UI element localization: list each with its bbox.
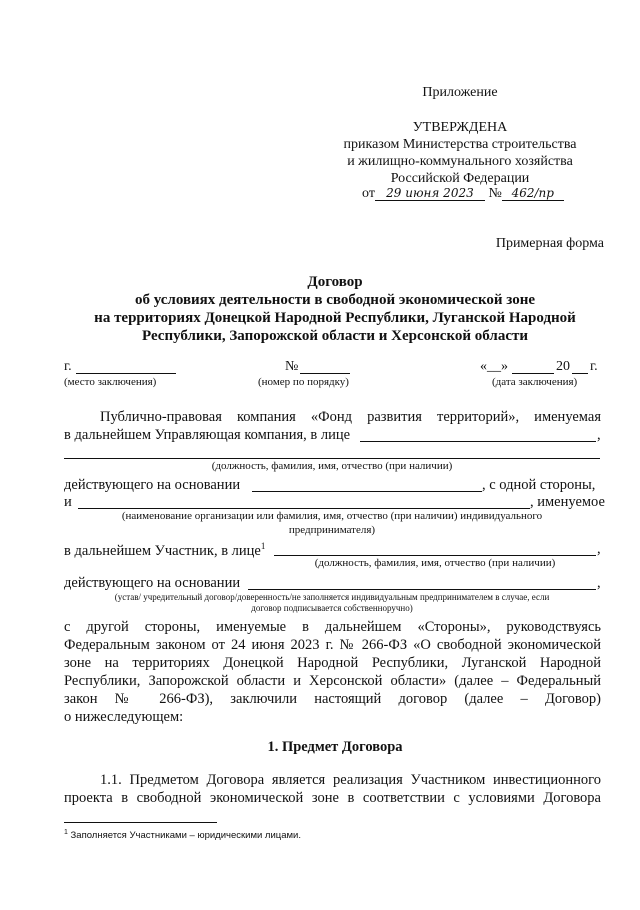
approved-label: УТВЕРЖДЕНА — [412, 120, 508, 135]
comma-3: , — [597, 575, 601, 591]
title-line-2: об условиях деятельности в свободной экономической зоне — [134, 292, 536, 308]
named-label: , именуемое — [530, 494, 605, 510]
order-date-row — [362, 186, 564, 202]
participant-label — [64, 541, 265, 560]
representative-line-2 — [64, 458, 600, 459]
and-label: и — [64, 494, 72, 510]
participant-representative-line — [274, 555, 596, 556]
representative-line — [360, 441, 596, 442]
footnote-separator — [64, 822, 217, 823]
acting-label-1: действующего на основании — [64, 477, 241, 493]
parties-line-1: Публично-правовая компания «Фонд развития территорий», именуемая — [100, 409, 601, 425]
preamble-line-3: зоне на территориях Донецкой Народной Республики, Луганской Народной — [64, 655, 601, 671]
one-side-label: , с одной стороны, — [482, 477, 596, 493]
number-prefix: № — [285, 359, 299, 374]
handwritten-date: 29 июня 2023 — [375, 186, 485, 201]
participant-text: в дальнейшем Участник, в лице — [64, 542, 261, 559]
caption-basis-2: договор подписывается собственноручно) — [251, 603, 413, 613]
preamble-last-line: о нижеследующем: — [64, 709, 184, 725]
handwritten-number: 462/пр — [502, 186, 564, 201]
date-day: «__» — [480, 359, 508, 374]
form-label: Примерная форма — [495, 236, 604, 251]
caption-position-2: (должность, фамилия, имя, отчество (при наличии) — [314, 557, 556, 569]
footnote-ref: 1 — [260, 541, 266, 551]
preamble-line-4: Республики, Запорожской области и Херсонской области» (далее – Федеральный — [64, 673, 601, 689]
parties-line-2: в дальнейшем Управляющая компания, в лице — [64, 427, 351, 443]
number-line — [300, 373, 350, 374]
acting-label-2: действующего на основании — [64, 575, 241, 591]
order-line-2: и жилищно-коммунального хозяйства — [347, 154, 573, 169]
date-caption: (дата заключения) — [492, 376, 578, 388]
city-caption: (место заключения) — [64, 376, 157, 388]
comma-2: , — [597, 541, 601, 557]
footnote-text: Заполняется Участниками – юридическими лицами. — [70, 830, 301, 842]
date-month-line — [512, 373, 554, 374]
caption-position-1: (должность, фамилия, имя, отчество (при наличии) — [211, 460, 453, 472]
preamble-line-5: закон № 266-ФЗ), заключили настоящий договор (далее – Договор) — [64, 691, 601, 707]
order-line-3: Российской Федерации — [390, 171, 530, 186]
number-caption: (номер по порядку) — [258, 376, 349, 388]
from-label: от — [362, 186, 375, 201]
number-label: № — [488, 186, 502, 201]
year-suffix: г. — [590, 359, 598, 374]
footnote — [64, 829, 301, 841]
caption-basis-1: (устав/ учредительный договор/доверенность/не заполняется индивидуальным предпринимателем в случае, если — [114, 592, 550, 602]
appendix-label: Приложение — [422, 85, 498, 100]
year-line — [572, 373, 588, 374]
comma-1: , — [597, 427, 601, 443]
participant-name-line — [78, 508, 530, 509]
basis-line-2 — [248, 589, 596, 590]
year-prefix: 20 — [556, 359, 570, 374]
footnote-mark: 1 — [64, 829, 68, 836]
title-line-4: Республики, Запорожской области и Херсонской области — [141, 328, 528, 344]
basis-line-1 — [252, 491, 482, 492]
title-line-3: на территориях Донецкой Народной Республики, Луганской Народной — [94, 310, 576, 326]
city-line — [76, 373, 176, 374]
order-line-1: приказом Министерства строительства — [343, 137, 577, 152]
preamble-line-2: Федеральным законом от 24 июня 2023 г. № 266-ФЗ «О свободной экономической — [64, 637, 601, 653]
section-1-title: 1. Предмет Договора — [267, 739, 403, 755]
caption-entrepreneur: предпринимателя) — [288, 524, 376, 536]
preamble-line-1: с другой стороны, именуемые в дальнейшем «Стороны», руководствуясь — [64, 619, 601, 635]
section-1-line-2: проекта в свободной экономической зоне в соответствии с условиями Договора — [64, 790, 601, 806]
city-prefix: г. — [64, 359, 72, 374]
caption-org-name: (наименование организации или фамилия, имя, отчество (при наличии) индивидуального — [121, 510, 543, 522]
contract-title: Договор — [307, 274, 363, 290]
section-1-line-1: 1.1. Предметом Договора является реализация Участником инвестиционного — [100, 772, 601, 788]
